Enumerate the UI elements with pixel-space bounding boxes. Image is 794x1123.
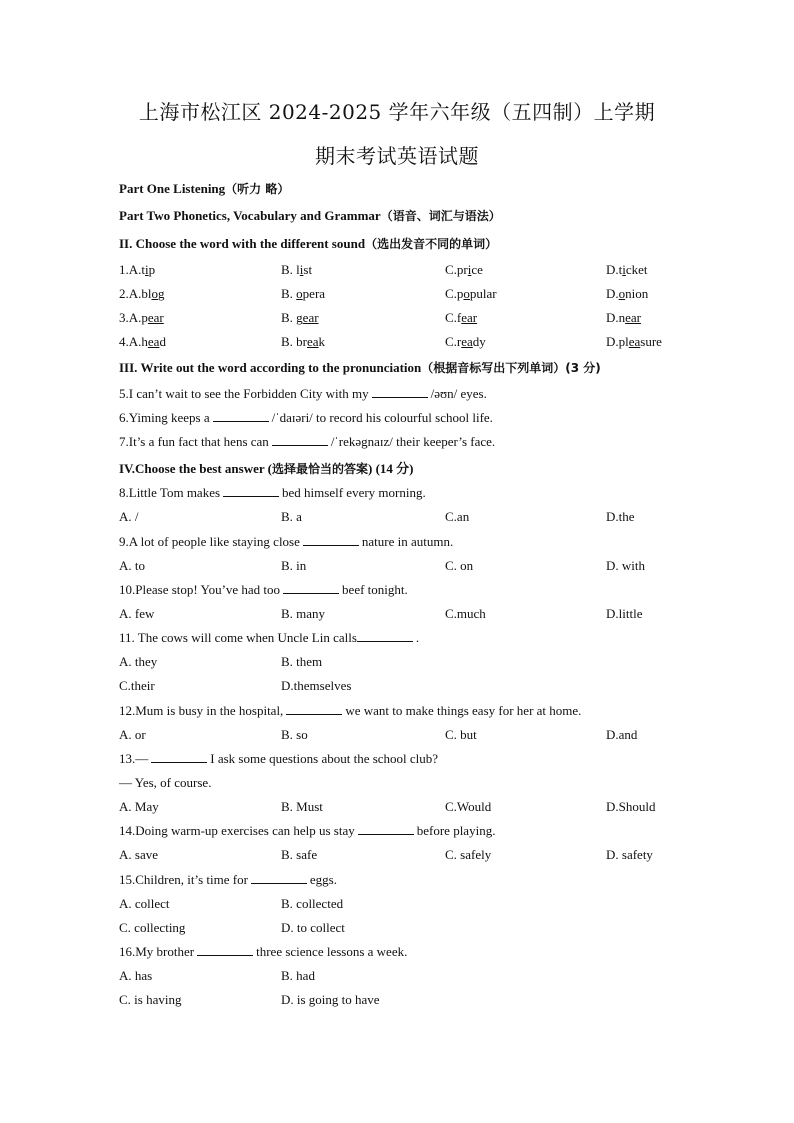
option-13c[interactable]: C.Would bbox=[445, 799, 492, 814]
option-13d[interactable]: D.Should bbox=[606, 799, 656, 814]
option-1c: C.price bbox=[445, 262, 483, 277]
part-two-heading bbox=[119, 207, 501, 224]
option-2b: B. opera bbox=[281, 286, 326, 301]
question-9: 9.A lot of people like staying close nature in autumn. bbox=[119, 534, 454, 549]
answer-blank[interactable] bbox=[272, 434, 328, 446]
option-8c[interactable]: C.an bbox=[445, 509, 470, 524]
option-16a[interactable]: A. has bbox=[119, 968, 153, 983]
section-2-en: II. Choose the word with the different sound bbox=[119, 236, 366, 251]
option-9b[interactable]: B. in bbox=[281, 558, 307, 573]
option-12b[interactable]: B. so bbox=[281, 727, 308, 742]
part-one-cn: （听力 略） bbox=[225, 182, 290, 196]
option-14c[interactable]: C. safely bbox=[445, 847, 492, 862]
answer-blank[interactable] bbox=[223, 485, 279, 497]
answer-blank[interactable] bbox=[358, 823, 414, 835]
option-12d[interactable]: D.and bbox=[606, 727, 638, 742]
exam-title-line1: 上海市松江区 2024-2025 学年六年级（五四制）上学期 bbox=[138, 100, 656, 124]
option-2c: C.popular bbox=[445, 286, 497, 301]
option-14a[interactable]: A. save bbox=[119, 847, 158, 862]
option-15d[interactable]: D. to collect bbox=[281, 920, 345, 935]
question-13-reply: — Yes, of course. bbox=[119, 775, 212, 790]
option-4b: B. break bbox=[281, 334, 326, 349]
section-2-heading bbox=[119, 235, 497, 252]
answer-blank[interactable] bbox=[283, 582, 339, 594]
option-4a: 4.A.head bbox=[119, 334, 166, 349]
option-4d: D.pleasure bbox=[606, 334, 662, 349]
option-3a: 3.A.pear bbox=[119, 310, 164, 325]
option-16d[interactable]: D. is going to have bbox=[281, 992, 380, 1007]
option-11c[interactable]: C.their bbox=[119, 678, 155, 693]
option-3d: D.near bbox=[606, 310, 642, 325]
option-15b[interactable]: B. collected bbox=[281, 896, 344, 911]
question-6: 6.Yiming keeps a /ˈdaɪəri/ to record his colourful school life. bbox=[119, 410, 493, 425]
option-4c: C.ready bbox=[445, 334, 486, 349]
option-13b[interactable]: B. Must bbox=[281, 799, 323, 814]
section-2-cn: （选出发音不同的单词） bbox=[365, 237, 498, 251]
option-1b: B. list bbox=[281, 262, 313, 277]
option-11a[interactable]: A. they bbox=[119, 654, 158, 669]
question-14: 14.Doing warm-up exercises can help us stay before playing. bbox=[119, 823, 496, 838]
option-10c[interactable]: C.much bbox=[445, 606, 486, 621]
option-12c[interactable]: C. but bbox=[445, 727, 477, 742]
answer-blank[interactable] bbox=[151, 751, 207, 763]
option-8b[interactable]: B. a bbox=[281, 509, 302, 524]
option-3b: B. gear bbox=[281, 310, 319, 325]
question-8: 8.Little Tom makes bed himself every morning. bbox=[119, 485, 426, 500]
option-14d[interactable]: D. safety bbox=[606, 847, 653, 862]
option-2a: 2.A.blog bbox=[119, 286, 165, 301]
question-11: 11. The cows will come when Uncle Lin calls . bbox=[119, 630, 420, 645]
option-8d[interactable]: D.the bbox=[606, 509, 635, 524]
question-10: 10.Please stop! You’ve had too beef tonight. bbox=[119, 582, 408, 597]
option-1a: 1.A.tip bbox=[119, 262, 156, 277]
question-16: 16.My brother three science lessons a week. bbox=[119, 944, 408, 959]
part-one-heading bbox=[119, 180, 289, 197]
part-two-en: Part Two Phonetics, Vocabulary and Grammar bbox=[119, 208, 381, 223]
option-2d: D.onion bbox=[606, 286, 649, 301]
option-16b[interactable]: B. had bbox=[281, 968, 315, 983]
option-14b[interactable]: B. safe bbox=[281, 847, 318, 862]
option-10d[interactable]: D.little bbox=[606, 606, 643, 621]
option-15c[interactable]: C. collecting bbox=[119, 920, 186, 935]
question-13: 13.— I ask some questions about the school club? bbox=[119, 751, 439, 766]
answer-blank[interactable] bbox=[286, 703, 342, 715]
question-5: 5.I can’t wait to see the Forbidden City with my /əʊn/ eyes. bbox=[119, 386, 487, 401]
option-15a[interactable]: A. collect bbox=[119, 896, 170, 911]
option-10a[interactable]: A. few bbox=[119, 606, 155, 621]
question-15: 15.Children, it’s time for eggs. bbox=[119, 872, 337, 887]
section-3-en: III. Write out the word according to the pronunciation bbox=[119, 360, 422, 375]
section-4-heading: IV.Choose the best answer (选择最恰当的答案) (14 分) bbox=[119, 461, 414, 476]
exam-title-line2: 期末考试英语试题 bbox=[315, 144, 479, 168]
section-3-heading bbox=[119, 359, 601, 376]
option-9c[interactable]: C. on bbox=[445, 558, 474, 573]
question-12: 12.Mum is busy in the hospital, we want to make things easy for her at home. bbox=[119, 703, 582, 718]
option-9d[interactable]: D. with bbox=[606, 558, 645, 573]
option-11b[interactable]: B. them bbox=[281, 654, 323, 669]
option-12a[interactable]: A. or bbox=[119, 727, 146, 742]
part-two-cn: （语音、词汇与语法） bbox=[380, 209, 501, 223]
answer-blank[interactable] bbox=[213, 410, 269, 422]
section-3-cn: （根据音标写出下列单词）(3 分) bbox=[421, 361, 601, 375]
option-3c: C.fear bbox=[445, 310, 478, 325]
answer-blank[interactable] bbox=[303, 534, 359, 546]
option-16c[interactable]: C. is having bbox=[119, 992, 182, 1007]
answer-blank[interactable] bbox=[372, 386, 428, 398]
option-9a[interactable]: A. to bbox=[119, 558, 145, 573]
answer-blank[interactable] bbox=[251, 872, 307, 884]
option-8a[interactable]: A. / bbox=[119, 509, 139, 524]
option-10b[interactable]: B. many bbox=[281, 606, 326, 621]
answer-blank[interactable] bbox=[197, 944, 253, 956]
question-7: 7.It’s a fun fact that hens can /ˈrekəgnaɪz/ their keeper’s face. bbox=[119, 434, 496, 449]
option-1d: D.ticket bbox=[606, 262, 648, 277]
option-13a[interactable]: A. May bbox=[119, 799, 159, 814]
part-one-en: Part One Listening bbox=[119, 181, 226, 196]
option-11d[interactable]: D.themselves bbox=[281, 678, 352, 693]
answer-blank[interactable] bbox=[357, 630, 413, 642]
